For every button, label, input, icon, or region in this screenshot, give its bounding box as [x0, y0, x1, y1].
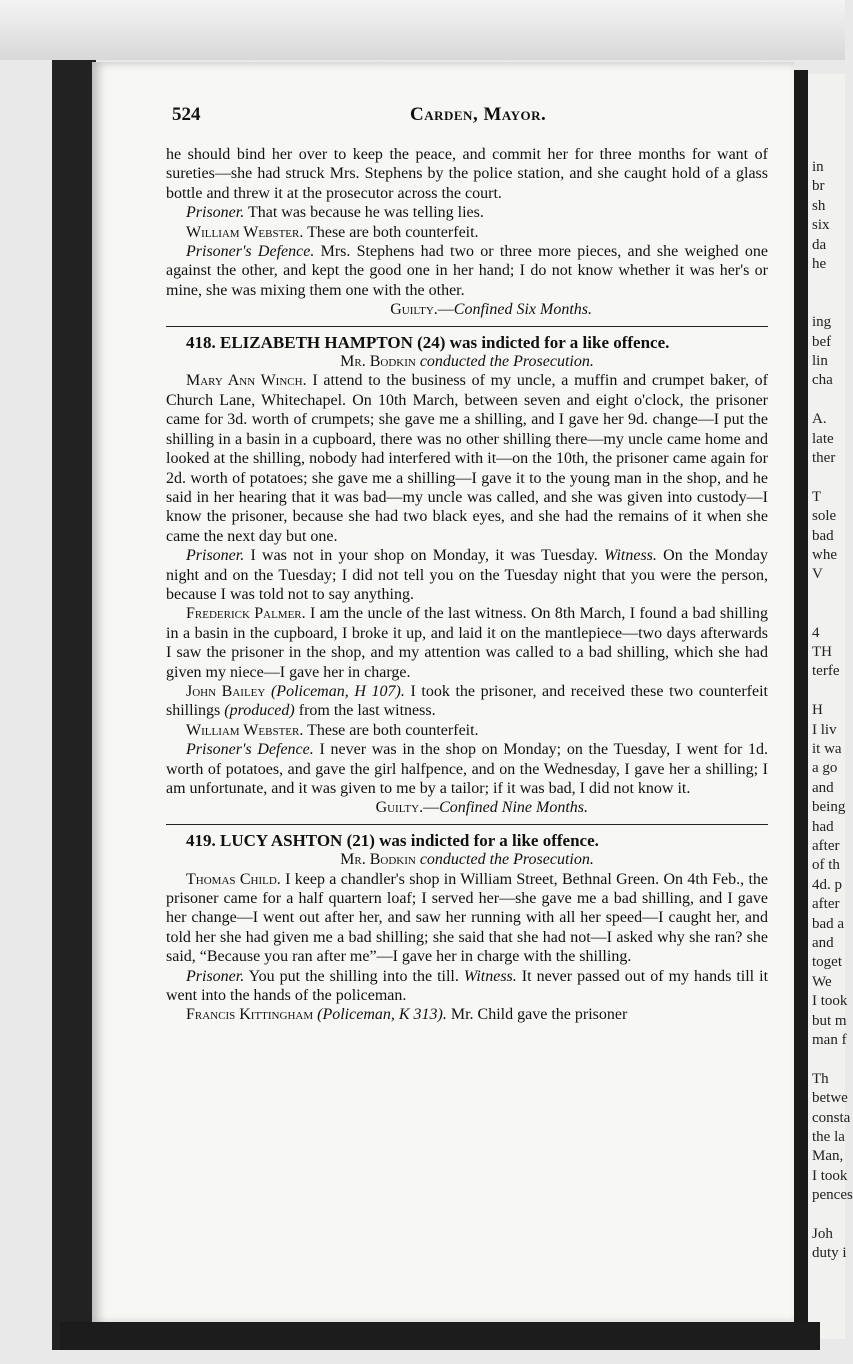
edge-text-fragment: pences	[812, 1187, 853, 1204]
paragraph	[166, 1005, 768, 1024]
edge-text-fragment: toget	[812, 954, 842, 971]
verdict-guilty: Guilty.—	[375, 799, 440, 817]
testimony: I am the uncle of the last witness. On 8th March, I found a bad shilling in a basin in the cupboard, I broke it up, and laid it on the mantlepiece—two days afterwards I saw the prisoner in the shop, and my attention was called to a bad shilling, which she had given my niece—I gave her in charge.	[166, 605, 769, 681]
edge-text-fragment: but m	[812, 1012, 847, 1029]
edge-text-fragment: lin	[812, 353, 828, 369]
edge-text-fragment: after	[812, 896, 840, 913]
edge-text-fragment: duty i	[812, 1245, 847, 1262]
case-heading: 419. LUCY ASHTON (21) was indicted for a like offence.	[186, 830, 599, 850]
edge-text-fragment: br	[812, 178, 825, 195]
edge-text-fragment: and	[812, 935, 834, 951]
testimony: It never passed out of my hands till it went into the hands of the policeman.	[166, 967, 769, 1005]
edge-text-fragment: whe	[812, 547, 837, 563]
edge-text-fragment: We	[812, 973, 832, 990]
paragraph	[166, 740, 768, 798]
edge-text-fragment: Joh	[812, 1226, 833, 1242]
verdict	[166, 798, 768, 817]
witness-label: Witness.	[604, 547, 657, 565]
edge-text-fragment: sole	[812, 508, 837, 525]
counsel-line	[166, 850, 768, 869]
verdict	[166, 300, 768, 319]
testimony: I was not in your shop on Monday, it was Tuesday.	[250, 547, 598, 565]
edge-text-fragment: ing	[812, 314, 832, 331]
paragraph	[166, 203, 768, 222]
speaker: Frederick Palmer.	[186, 605, 306, 623]
edge-text-fragment: bef	[812, 333, 832, 350]
speaker: Prisoner.	[186, 204, 245, 222]
testimony: These are both counterfeit.	[307, 721, 479, 739]
edge-text-fragment: six	[812, 217, 830, 234]
edge-text-fragment: I took	[812, 1167, 848, 1184]
counsel-role: conducted the Prosecution.	[419, 851, 594, 869]
edge-text-fragment: being	[812, 799, 846, 816]
testimony: These are both counterfeit.	[307, 223, 479, 241]
edge-text-fragment: terfe	[812, 663, 840, 680]
edge-text-fragment: consta	[812, 1109, 851, 1126]
edge-text-fragment: da	[812, 236, 827, 253]
testimony: from the last witness.	[298, 702, 436, 720]
speaker: Thomas Child.	[186, 870, 281, 888]
speaker: Prisoner's Defence.	[186, 741, 314, 759]
edge-text-fragment: I took	[812, 993, 848, 1010]
edge-text-fragment: sh	[812, 197, 826, 214]
testimony: Mrs. Stephens had two or three more pieces, and she weighed one against the other, and kept the good one in her hand; I do not know whether it was her's or mine, she was mixing them one with the other.	[166, 243, 769, 299]
edge-text-fragment: man f	[812, 1032, 847, 1048]
verdict-sentence: Confined Nine Months.	[439, 799, 588, 817]
edge-text-fragment: cha	[812, 372, 833, 389]
paragraph	[166, 546, 768, 604]
page-number: 524	[172, 104, 201, 125]
speaker: Francis Kittingham	[186, 1006, 314, 1024]
counsel-line	[166, 352, 768, 371]
speaker: Prisoner's Defence.	[186, 243, 315, 261]
verdict-guilty: Guilty.—	[390, 301, 454, 319]
testimony: I took the prisoner, and received these two counterfeit shillings	[166, 682, 768, 720]
edge-text-fragment: Man,	[812, 1148, 844, 1165]
edge-text-fragment: he	[812, 256, 827, 272]
counsel-role: conducted the Prosecution.	[419, 353, 594, 371]
section-rule	[166, 824, 768, 825]
edge-text-fragment: bad	[812, 527, 834, 544]
edge-text-fragment: in	[812, 159, 824, 175]
speaker-role: (Policeman, H 107).	[270, 682, 405, 700]
paragraph: he should bind her over to keep the peace, and commit her for three months for want of sureties—she had struck Mrs. Stephens by the police station, and she caught hold of a glass bottle and threw it at the prosecutor across the court.	[166, 146, 768, 202]
edge-text-fragment: late	[812, 430, 834, 447]
produced-label: (produced)	[224, 702, 295, 720]
testimony: You put the shilling into the till.	[248, 967, 459, 985]
edge-text-fragment: after	[812, 838, 840, 854]
speaker: Prisoner.	[186, 967, 245, 985]
paragraph	[166, 371, 768, 546]
testimony: I attend to the business of my uncle, a muffin and crumpet baker, of Church Lane, Whitechapel. On 10th March, between seven and eight o'clock, the prisoner came for 3d. worth of crumpets; she gave me a shilling, and I gave her 9d. change—I put the shilling in a basin in a cupboard, there was no other shilling there—my uncle came home and looked at the shilling, nobody had interfered with it—on the 10th, the prisoner came again for 2d. worth of potatoes; she gave me a shilling—I gave it to the young man in the shop, and he said in her hearing that it was bad—my uncle was called, and she was given into custody—I know the prisoner, because she had two black eyes, and she had the remains of it when she came the next day but one.	[166, 372, 768, 545]
paragraph	[166, 604, 768, 682]
edge-text-fragment: of th	[812, 857, 840, 874]
speaker: William Webster.	[186, 223, 304, 241]
scan-background	[0, 0, 845, 60]
edge-text-fragment: a go	[812, 760, 838, 777]
edge-text-fragment: A.	[812, 411, 827, 428]
book-bottom-edge	[60, 1322, 820, 1350]
edge-text-fragment: the la	[812, 1129, 845, 1145]
testimony: I keep a chandler's shop in William Street, Bethnal Green. On 4th Feb., the prisoner came for a half quartern loaf; I served her—she gave me a bad shilling, and I gave her change—I went out after her, and saw her running with all her speed—I caught her, and told her she had given me a bad shilling; she said that she had not—I asked why she ran? she said, “Because you ran after me”—I gave her in charge with the shilling.	[166, 870, 769, 966]
paragraph	[166, 870, 768, 967]
edge-text-fragment: and	[812, 779, 834, 796]
book-gutter	[794, 70, 808, 1340]
speaker: Prisoner.	[186, 547, 245, 565]
adjacent-page-edge	[808, 74, 853, 1339]
edge-text-fragment: H	[812, 702, 823, 719]
edge-text-fragment: Th	[812, 1070, 829, 1087]
edge-text-fragment: V	[812, 566, 823, 583]
verdict-sentence: Confined Six Months.	[453, 301, 592, 319]
speaker: John Bailey	[186, 682, 266, 700]
edge-text-fragment: had	[812, 818, 834, 835]
edge-text-fragment: ther	[812, 450, 836, 466]
testimony: On the Monday night and on the Tuesday; I did not tell you on the Tuesday night that you were the person, because I was told not to say anything.	[166, 547, 769, 603]
testimony: Mr. Child gave the prisoner	[450, 1006, 628, 1024]
running-head: Carden, Mayor.	[410, 104, 547, 125]
paragraph	[166, 967, 768, 1006]
edge-text-fragment: TH	[812, 644, 832, 660]
testimony: That was because he was telling lies.	[247, 204, 484, 222]
case-heading: 418. ELIZABETH HAMPTON (24) was indicted for a like offence.	[186, 332, 670, 352]
edge-text-fragment: 4	[812, 624, 820, 641]
edge-text-fragment: I liv	[812, 721, 837, 738]
book-spine	[52, 60, 96, 1350]
edge-text-fragment: bad a	[812, 915, 845, 932]
section-rule	[166, 326, 768, 327]
paragraph	[166, 721, 768, 740]
testimony: I never was in the shop on Monday; on the Tuesday, I went for 1d. worth of potatoes, and gave the girl halfpence, and on the Wednesday, I gave her a shilling; I am unfortunate, and it was given to me by a tailor; if it was bad, I did not know it.	[166, 741, 768, 797]
counsel: Mr. Bodkin	[340, 851, 416, 869]
edge-text-fragment: T	[812, 488, 822, 505]
witness-label: Witness.	[463, 967, 517, 985]
edge-text-fragment: 4d. p	[812, 876, 842, 893]
speaker-role: (Policeman, K 313).	[317, 1006, 447, 1024]
speaker: William Webster.	[186, 721, 304, 739]
paragraph	[166, 242, 768, 300]
page-header	[172, 104, 772, 130]
counsel: Mr. Bodkin	[340, 353, 416, 371]
edge-text-fragment: betwe	[812, 1090, 848, 1107]
page-body	[166, 145, 768, 1025]
paragraph	[166, 682, 768, 721]
edge-text-fragment: it wa	[812, 741, 842, 757]
paragraph	[166, 223, 768, 242]
speaker: Mary Ann Winch.	[186, 372, 307, 390]
